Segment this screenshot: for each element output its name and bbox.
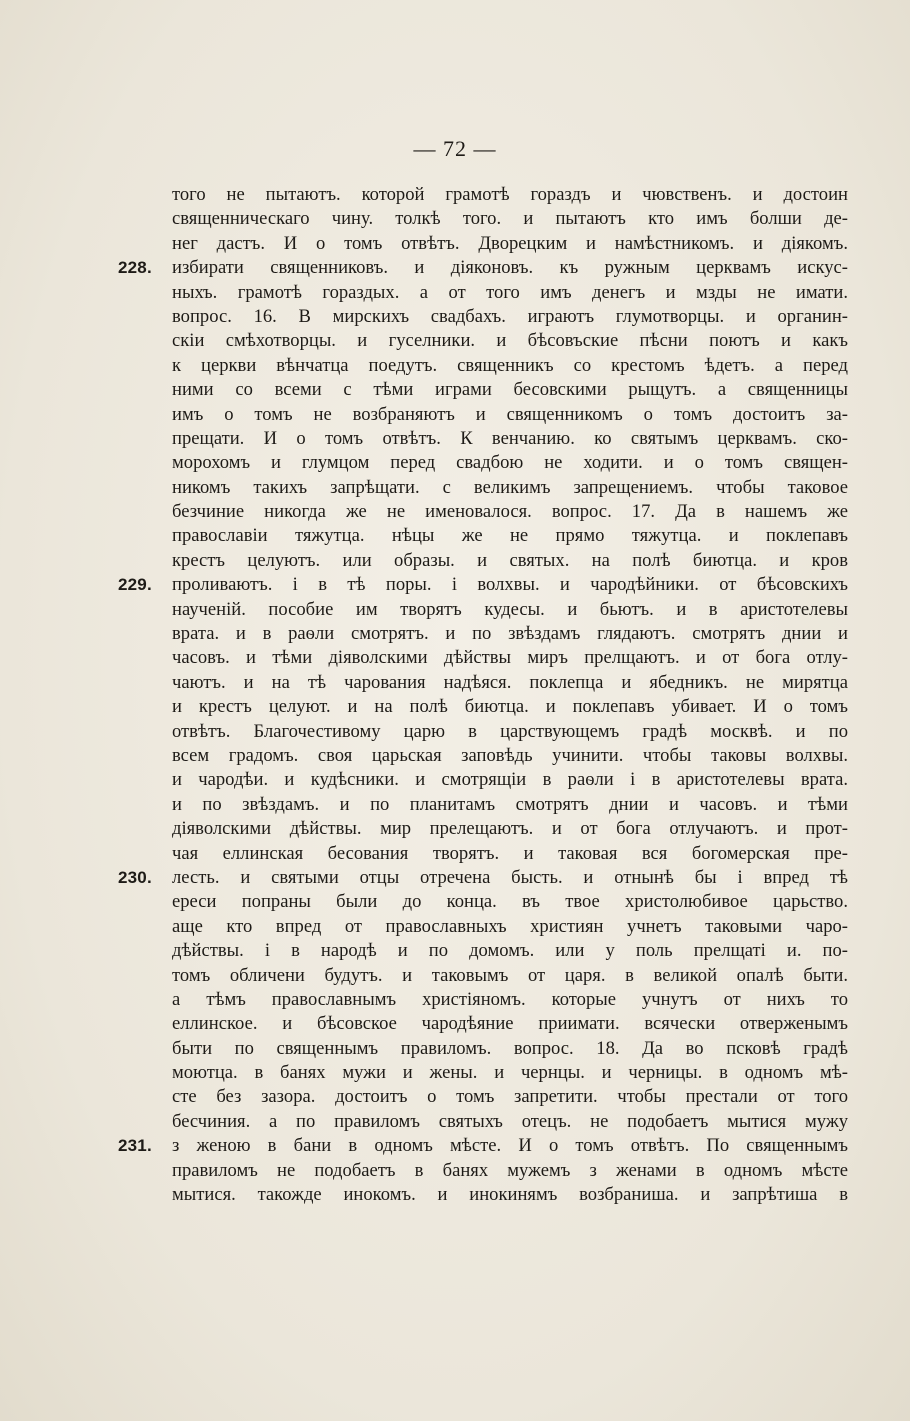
text-line	[172, 403, 848, 427]
text-line	[172, 671, 848, 695]
text-line	[172, 720, 848, 744]
margin-line-number: 231.	[118, 1136, 152, 1156]
margin-line-number: 228.	[118, 258, 152, 278]
text-line	[172, 939, 848, 963]
line-text: морохомъ и глумцом перед свадбою не ходити. и о томъ священ-	[172, 452, 848, 474]
text-line	[172, 451, 848, 475]
text-line	[172, 427, 848, 451]
text-line	[172, 768, 848, 792]
line-text: избирати священниковъ. и дiяконовъ. къ ружным церквамъ искус-	[172, 257, 848, 279]
line-text: а тѣмъ православнымъ христiяномъ. которые учнутъ от нихъ то	[172, 988, 848, 1010]
line-text: дiяволскими дѣйствы. мир прелещаютъ. и от бога отлучаютъ. и прот-	[172, 818, 848, 840]
line-text: лесть. и святыми отцы отречена бысть. и отнынѣ бы i впред тѣ	[172, 866, 848, 888]
line-text: ереси попраны были до конца. въ твое христолюбивое царьство.	[172, 891, 848, 913]
text-line	[172, 1159, 848, 1183]
line-text: к церкви вѣнчатца поедутъ. священникъ со крестомъ ѣдетъ. а перед	[172, 354, 848, 376]
line-text: з женою в бани в одномъ мѣсте. И о томъ отвѣтъ. По священнымъ	[172, 1135, 848, 1157]
text-line	[172, 207, 848, 231]
line-text: быти по священнымъ правиломъ. вопрос. 18. Да во псковѣ градѣ	[172, 1037, 848, 1059]
line-text: моютца. в банях мужи и жены. и чернцы. и черницы. в одномъ мѣ-	[172, 1062, 848, 1084]
text-line	[172, 378, 848, 402]
text-line	[172, 988, 848, 1012]
text-line	[172, 622, 848, 646]
text-line	[172, 1085, 848, 1109]
line-text: сте без зазора. достоитъ о томъ запретити. чтобы престали от того	[172, 1086, 848, 1108]
text-line	[172, 476, 848, 500]
text-line	[172, 1012, 848, 1036]
text-line	[172, 549, 848, 573]
line-text: всем градомъ. своя царьская заповѣдь учинити. чтобы таковы волхвы.	[172, 744, 848, 766]
line-text: православiи тяжутца. нѣцы же не прямо тяжутца. и поклепавъ	[172, 525, 848, 547]
text-line	[118, 573, 848, 597]
line-text: и по звѣздамъ. и по планитамъ смотрятъ днии и часовъ. и тѣми	[172, 793, 848, 815]
line-text: часовъ. и тѣми дiяволскими дѣйствы миръ прелщаютъ. и от бога отлу-	[172, 647, 848, 669]
text-line	[172, 842, 848, 866]
line-text: наученiй. пособие им творятъ кудесы. и бьютъ. и в аристотелевы	[172, 598, 848, 620]
text-line	[172, 744, 848, 768]
line-text: мытися. такожде инокомъ. и инокинямъ возбраниша. и запрѣтиша в	[172, 1184, 848, 1206]
text-line	[172, 915, 848, 939]
line-text: вопрос. 16. В мирскихъ свадбахъ. играютъ глумотворцы. и органин-	[172, 305, 848, 327]
line-text: безчиние никогда же не именовалося. вопрос. 17. Да в нашемъ же	[172, 501, 848, 523]
text-line	[172, 1061, 848, 1085]
line-text: ныхъ. грамотѣ гораздых. а от того имъ денегъ и мзды не имати.	[172, 281, 848, 303]
text-line	[118, 256, 848, 280]
text-line	[172, 500, 848, 524]
text-line	[172, 329, 848, 353]
text-line	[118, 866, 848, 890]
line-text: имъ о томъ не возбраняютъ и священникомъ о томъ достоитъ за-	[172, 403, 848, 425]
line-text: священническаго чину. толкѣ того. и пытаютъ кто имъ болши де-	[172, 208, 848, 230]
text-line	[172, 1183, 848, 1207]
text-line	[172, 524, 848, 548]
line-text: и чародѣи. и кудѣсники. и смотрящiи в раѳли i в аристотелевы врата.	[172, 769, 848, 791]
line-text: чая еллинская бесования творятъ. и таковая вся богомерская пре-	[172, 842, 848, 864]
line-text: отвѣтъ. Благочестивому царю в царствующемъ градѣ москвѣ. и по	[172, 720, 848, 742]
text-line	[172, 598, 848, 622]
line-text: прещати. И о томъ отвѣтъ. К венчанию. ко святымъ церквамъ. ско-	[172, 427, 848, 449]
text-line	[172, 281, 848, 305]
line-text: и крестъ целуют. и на полѣ биютца. и поклепавъ убивает. И о томъ	[172, 696, 848, 718]
line-text: аще кто впред от православныхъ християн учнетъ таковыми чаро-	[172, 915, 848, 937]
line-text: правиломъ не подобаетъ в банях мужемъ з женами в одномъ мѣсте	[172, 1159, 848, 1181]
line-text: дѣйствы. i в народѣ и по домомъ. или у поль прелщатi и. по-	[172, 940, 848, 962]
text-line	[172, 305, 848, 329]
line-text: проливаютъ. i в тѣ поры. i волхвы. и чародѣйники. от бѣсовскихъ	[172, 574, 848, 596]
line-text: чаютъ. и на тѣ чарования надѣяся. поклепца и ябедникъ. не мирятца	[172, 671, 848, 693]
text-line	[172, 964, 848, 988]
text-line	[172, 695, 848, 719]
line-text: томъ обличени будутъ. и таковымъ от царя. в великой опалѣ быти.	[172, 964, 848, 986]
line-text: ними со всеми с тѣми играми бесовскими рыщутъ. а священницы	[172, 379, 848, 401]
line-text: того не пытаютъ. которой грамотѣ гораздъ и чювственъ. и достоин	[172, 184, 848, 205]
text-line	[172, 183, 848, 207]
line-text: крестъ целуютъ. или образы. и святых. на полѣ биютца. и кров	[172, 549, 848, 571]
text-line	[118, 1134, 848, 1158]
margin-line-number: 230.	[118, 867, 152, 887]
text-line	[172, 1037, 848, 1061]
text-line	[172, 646, 848, 670]
line-text: никомъ такихъ запрѣщати. с великимъ запрещениемъ. чтобы таковое	[172, 476, 848, 498]
line-text: скiи смѣхотворцы. и гуселники. и бѣсовъские пѣсни поютъ и какъ	[172, 330, 848, 352]
margin-line-number: 229.	[118, 575, 152, 595]
line-text: еллинское. и бѣсовское чародѣяние приимати. всячески отверженымъ	[172, 1013, 848, 1035]
text-line	[172, 817, 848, 841]
text-line	[172, 890, 848, 914]
line-text: врата. и в раѳли смотрятъ. и по звѣздамъ глядаютъ. смотрятъ днии и	[172, 623, 848, 645]
page-number: — 72 —	[413, 136, 497, 161]
line-text: нег дастъ. И о томъ отвѣтъ. Дворецким и намѣстникомъ. и дiякомъ.	[172, 232, 848, 254]
text-line	[172, 793, 848, 817]
text-body	[118, 183, 848, 1207]
text-line	[172, 354, 848, 378]
text-line	[172, 232, 848, 256]
line-text: бесчиния. а по правиломъ святыхъ отецъ. не подобаетъ мытися мужу	[172, 1110, 848, 1132]
text-line	[172, 1110, 848, 1134]
